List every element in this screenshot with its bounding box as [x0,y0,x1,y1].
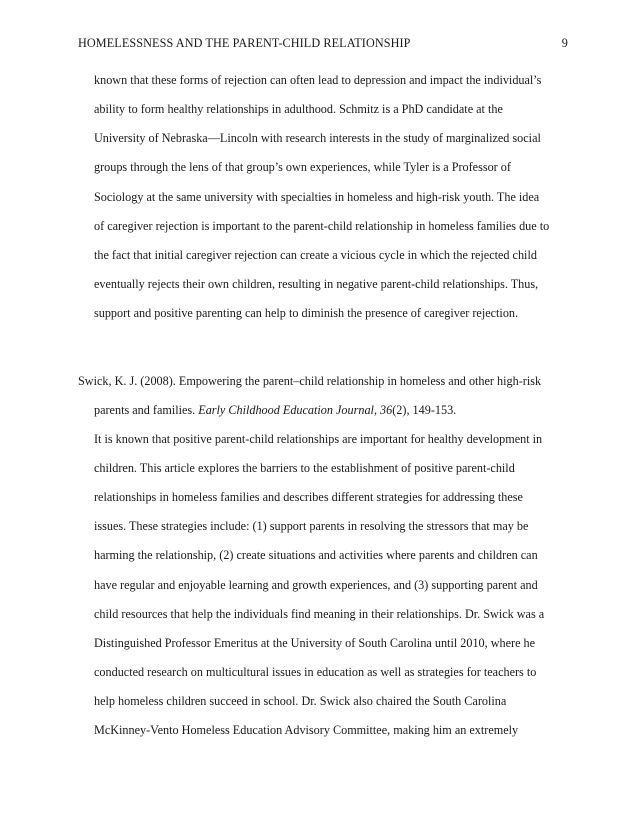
text-line: Distinguished Professor Emeritus at the University of South Carolina until 2010, where he [94,636,536,650]
text-line: harming the relationship, (2) create situations and activities where parents and children can [94,548,538,562]
citation-text: (2), 149-153. [392,403,457,417]
text-line: It is known that positive parent-child relationships are important for healthy development in [94,432,543,446]
text-line: children. This article explores the barriers to the establishment of positive parent-child [94,461,515,475]
text-line: conducted research on multicultural issues in education as well as strategies for teachers to [94,665,537,679]
text-line: the fact that initial caregiver rejection can create a vicious cycle in which the rejected child [94,248,537,262]
page-number: 9 [561,36,568,50]
text-line: known that these forms of rejection can often lead to depression and impact the individual’s [94,73,542,87]
text-line: eventually rejects their own children, resulting in negative parent-child relationships. Thus, [94,277,539,291]
running-head-title: HOMELESSNESS AND THE PARENT-CHILD RELATIONSHIP [78,36,411,50]
text-line: help homeless children succeed in school. Dr. Swick also chaired the South Carolina [94,694,507,708]
text-line: relationships in homeless families and describes different strategies for addressing these [94,490,523,504]
journal-title: Early Childhood Education Journal, 36 [198,403,393,417]
text-line: McKinney-Vento Homeless Education Advisory Committee, making him an extremely [94,723,519,737]
text-line: Sociology at the same university with specialties in homeless and high-risk youth. The idea [94,190,540,204]
text-line: groups through the lens of that group’s own experiences, while Tyler is a Professor of [94,160,511,174]
citation-text: parents and families. [94,403,199,417]
text-line: University of Nebraska—Lincoln with research interests in the study of marginalized social [94,131,541,145]
text-line: issues. These strategies include: (1) support parents in resolving the stressors that may be [94,519,529,533]
text-line: have regular and enjoyable learning and growth experiences, and (3) supporting parent and [94,578,538,592]
text-line: ability to form healthy relationships in adulthood. Schmitz is a PhD candidate at the [94,102,503,116]
text-line: support and positive parenting can help to diminish the presence of caregiver rejection. [94,306,519,320]
text-line: child resources that help the individuals find meaning in their relationships. Dr. Swick was a [94,607,545,621]
citation-line [94,402,456,418]
text-line: of caregiver rejection is important to the parent-child relationship in homeless families due to [94,219,550,233]
citation-line: Swick, K. J. (2008). Empowering the parent–child relationship in homeless and other high-risk [78,374,542,388]
running-header [78,36,568,54]
